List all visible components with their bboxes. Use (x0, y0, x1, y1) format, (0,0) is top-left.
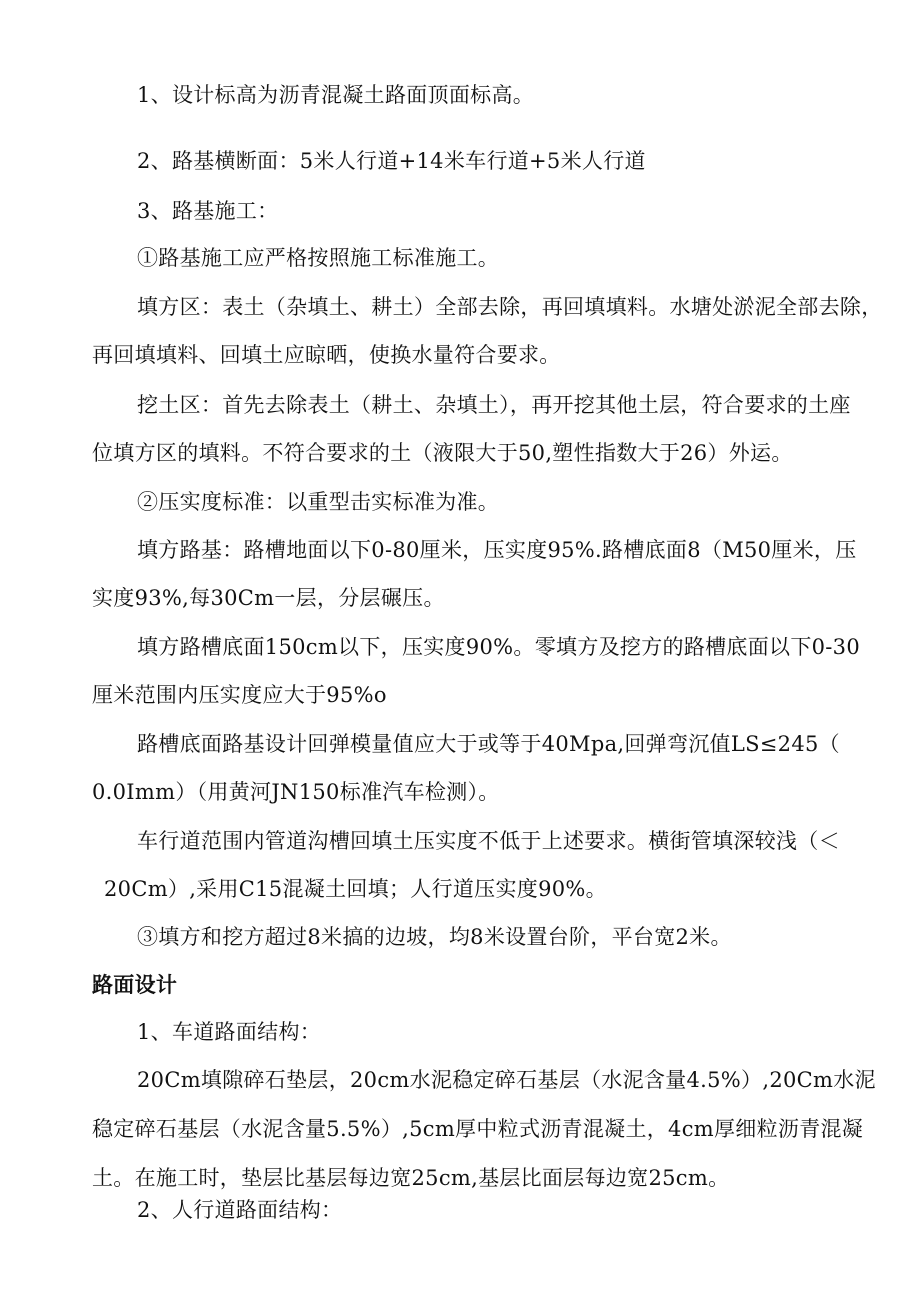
paragraph-line-resilient-modulus-1: 路槽底面路基设计回弹模量值应大于或等于40Mpa,回弹弯沉值LS≤245（ (137, 732, 840, 756)
paragraph-line-pipe-trench-1: 车行道范围内管道沟槽回填土压实度不低于上述要求。横街管填深较浅（＜ (137, 829, 840, 853)
paragraph-line-pipe-trench-2: 20Cm）,采用C15混凝土回填；人行道压实度90%。 (104, 877, 607, 901)
paragraph-line-carriageway-structure: 1、车道路面结构： (137, 1020, 322, 1044)
paragraph-line-cross-section: 2、路基横断面：5米人行道+14米车行道+5米人行道 (137, 149, 646, 173)
paragraph-line-layers-3: 土。在施工时，垫层比基层每边宽25cm,基层比面层每边宽25cm。 (92, 1166, 730, 1190)
paragraph-line-design-elevation: 1、设计标高为沥青混凝土路面顶面标高。 (137, 83, 535, 107)
section-heading-pavement-design: 路面设计 (92, 973, 178, 997)
paragraph-line-slope-steps: ③填方和挖方超过8米搞的边坡，均8米设置台阶，平台宽2米。 (137, 925, 732, 949)
paragraph-line-fill-area-1: 填方区：表土（杂填土、耕土）全部去除，再回填填料。水塘处淤泥全部去除， (137, 295, 883, 319)
paragraph-line-trench-bottom-1: 填方路槽底面150cm以下，压实度90%。零填方及挖方的路槽底面以下0-30 (137, 635, 861, 659)
paragraph-line-cut-area-1: 挖土区：首先去除表土（耕土、杂填土），再开挖其他土层，符合要求的土座 (137, 393, 851, 417)
paragraph-line-layers-2: 稳定碎石基层（水泥含量5.5%）,5cm厚中粒式沥青混凝土，4cm厚细粒沥青混凝 (92, 1117, 864, 1141)
paragraph-line-fill-subgrade-1: 填方路基：路槽地面以下0-80厘米，压实度95%.路槽底面8（M50厘米，压 (137, 538, 857, 562)
paragraph-line-construction-standard: ①路基施工应严格按照施工标准施工。 (137, 246, 500, 270)
paragraph-line-trench-bottom-2: 厘米范围内压实度应大于95%o (92, 683, 387, 707)
paragraph-line-resilient-modulus-2: 0.0Imm）（用黄河JN150标准汽车检测）。 (92, 780, 500, 804)
paragraph-line-fill-area-2: 再回填填料、回填土应晾晒，使换水量符合要求。 (92, 343, 561, 367)
paragraph-line-fill-subgrade-2: 实度93%,每30Cm一层，分层碾压。 (92, 586, 445, 610)
paragraph-line-compaction-standard: ②压实度标准：以重型击实标准为准。 (137, 490, 500, 514)
paragraph-line-subgrade-construction: 3、路基施工： (137, 199, 279, 223)
paragraph-line-layers-1: 20Cm填隙碎石垫层，20cm水泥稳定碎石基层（水泥含量4.5%）,20Cm水泥 (137, 1068, 876, 1092)
paragraph-line-cut-area-2: 位填方区的填料。不符合要求的土（液限大于50,塑性指数大于26）外运。 (92, 441, 793, 465)
paragraph-line-sidewalk-structure: 2、人行道路面结构： (137, 1198, 343, 1222)
